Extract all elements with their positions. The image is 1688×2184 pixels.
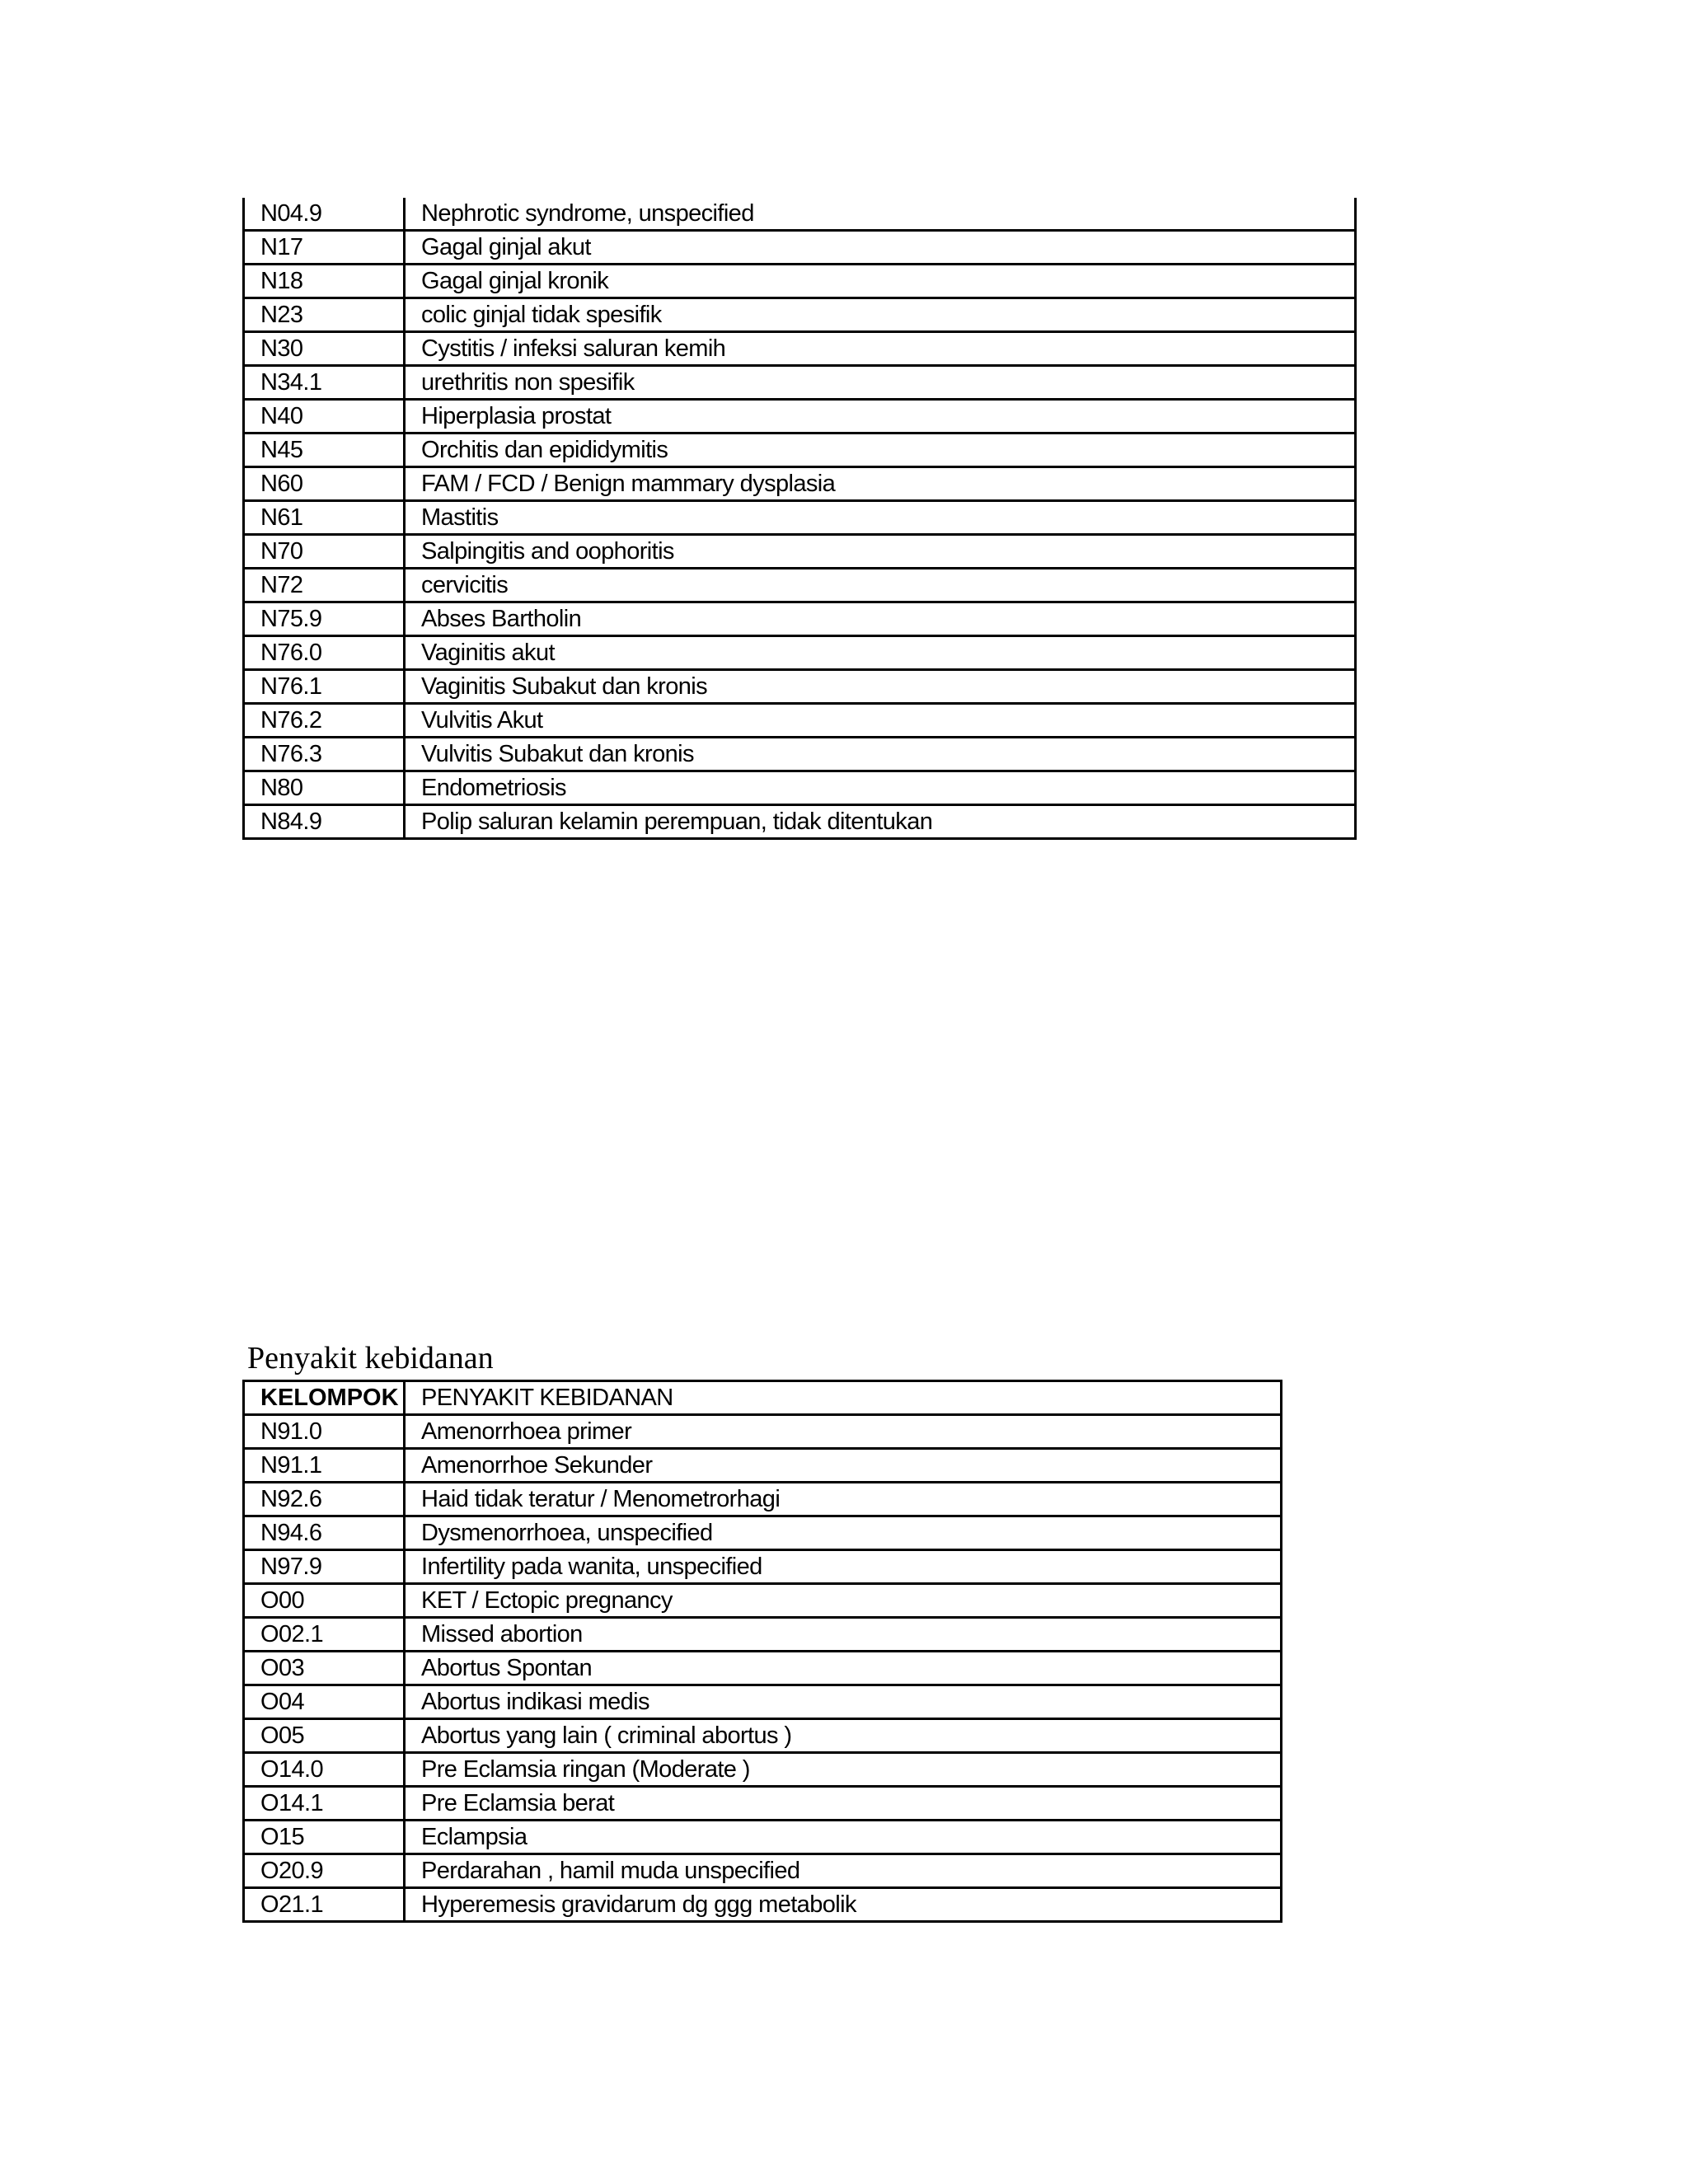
- diagnosis-code: N91.1: [244, 1449, 405, 1483]
- diagnosis-name: cervicitis: [405, 569, 1356, 602]
- table-row: [244, 1618, 1282, 1652]
- diagnosis-code: N97.9: [244, 1550, 405, 1584]
- diagnosis-name: Gagal ginjal akut: [405, 231, 1356, 265]
- diagnosis-code: O15: [244, 1821, 405, 1854]
- diagnosis-name: Hyperemesis gravidarum dg ggg metabolik: [405, 1888, 1282, 1922]
- table-row: [244, 1753, 1282, 1787]
- diagnosis-code: N80: [244, 771, 405, 805]
- diagnosis-name: Amenorrhoe Sekunder: [405, 1449, 1282, 1483]
- diagnosis-code: O14.0: [244, 1753, 405, 1787]
- diagnosis-code: N94.6: [244, 1516, 405, 1550]
- diagnosis-code: N76.0: [244, 636, 405, 670]
- diagnosis-code: N72: [244, 569, 405, 602]
- diagnosis-code: O20.9: [244, 1854, 405, 1888]
- table-row: [244, 1854, 1282, 1888]
- diagnosis-code: O21.1: [244, 1888, 405, 1922]
- diagnosis-name: KET / Ectopic pregnancy: [405, 1584, 1282, 1618]
- table-row: [244, 636, 1356, 670]
- diagnosis-code: O03: [244, 1652, 405, 1685]
- diagnosis-name: Salpingitis and oophoritis: [405, 535, 1356, 569]
- table-row: [244, 771, 1356, 805]
- table-row: [244, 1685, 1282, 1719]
- table-row: [244, 704, 1356, 738]
- diagnosis-name: Vaginitis akut: [405, 636, 1356, 670]
- table-row: [244, 434, 1356, 467]
- diagnosis-code: N61: [244, 501, 405, 535]
- diagnosis-name: Amenorrhoea primer: [405, 1415, 1282, 1449]
- diagnosis-code: O00: [244, 1584, 405, 1618]
- diagnosis-name: Vaginitis Subakut dan kronis: [405, 670, 1356, 704]
- diagnosis-name: Gagal ginjal kronik: [405, 265, 1356, 298]
- diagnosis-name: FAM / FCD / Benign mammary dysplasia: [405, 467, 1356, 501]
- table-row: [244, 602, 1356, 636]
- table-row: [244, 298, 1356, 332]
- table-row: [244, 1516, 1282, 1550]
- diagnosis-code: O02.1: [244, 1618, 405, 1652]
- obstetric-disease-table: [242, 1380, 1282, 1923]
- diagnosis-code: N92.6: [244, 1483, 405, 1516]
- column-header-penyakit: PENYAKIT KEBIDANAN: [405, 1381, 1282, 1415]
- table-row: [244, 1652, 1282, 1685]
- diagnosis-name: Missed abortion: [405, 1618, 1282, 1652]
- diagnosis-name: Vulvitis Akut: [405, 704, 1356, 738]
- diagnosis-name: Endometriosis: [405, 771, 1356, 805]
- diagnosis-code: N34.1: [244, 366, 405, 400]
- diagnosis-code: N04.9: [244, 198, 405, 231]
- table-row: [244, 198, 1356, 231]
- table-row: [244, 501, 1356, 535]
- diagnosis-name: Pre Eclamsia ringan (Moderate ): [405, 1753, 1282, 1787]
- diagnosis-code: N30: [244, 332, 405, 366]
- diagnosis-code: N76.1: [244, 670, 405, 704]
- diagnosis-name: Perdarahan , hamil muda unspecified: [405, 1854, 1282, 1888]
- table-row: [244, 400, 1356, 434]
- diagnosis-code: N17: [244, 231, 405, 265]
- table-row: [244, 231, 1356, 265]
- table-row: [244, 1888, 1282, 1922]
- diagnosis-name: Abses Bartholin: [405, 602, 1356, 636]
- diagnosis-code: O14.1: [244, 1787, 405, 1821]
- table-row: [244, 670, 1356, 704]
- table-row: [244, 265, 1356, 298]
- diagnosis-table-continued: [242, 198, 1357, 840]
- table-row: [244, 332, 1356, 366]
- table-row: [244, 569, 1356, 602]
- table-row: [244, 1821, 1282, 1854]
- diagnosis-code: N23: [244, 298, 405, 332]
- diagnosis-name: urethritis non spesifik: [405, 366, 1356, 400]
- diagnosis-name: Cystitis / infeksi saluran kemih: [405, 332, 1356, 366]
- diagnosis-code: N76.2: [244, 704, 405, 738]
- table-row: [244, 1787, 1282, 1821]
- diagnosis-name: Pre Eclamsia berat: [405, 1787, 1282, 1821]
- section-title: Penyakit kebidanan: [247, 1341, 494, 1376]
- table-row: [244, 738, 1356, 771]
- diagnosis-name: colic ginjal tidak spesifik: [405, 298, 1356, 332]
- diagnosis-name: Polip saluran kelamin perempuan, tidak ditentukan: [405, 805, 1356, 839]
- diagnosis-code: N18: [244, 265, 405, 298]
- table-row: [244, 1550, 1282, 1584]
- table-header-row: [244, 1381, 1282, 1415]
- diagnosis-name: Vulvitis Subakut dan kronis: [405, 738, 1356, 771]
- diagnosis-code: N45: [244, 434, 405, 467]
- column-header-kelompok: KELOMPOK: [244, 1381, 405, 1415]
- diagnosis-code: N75.9: [244, 602, 405, 636]
- diagnosis-name: Abortus indikasi medis: [405, 1685, 1282, 1719]
- diagnosis-name: Eclampsia: [405, 1821, 1282, 1854]
- table-row: [244, 1483, 1282, 1516]
- diagnosis-code: N60: [244, 467, 405, 501]
- table-row: [244, 1719, 1282, 1753]
- diagnosis-name: Infertility pada wanita, unspecified: [405, 1550, 1282, 1584]
- diagnosis-name: Abortus yang lain ( criminal abortus ): [405, 1719, 1282, 1753]
- diagnosis-name: Nephrotic syndrome, unspecified: [405, 198, 1356, 231]
- diagnosis-code: N40: [244, 400, 405, 434]
- table-row: [244, 535, 1356, 569]
- table-row: [244, 805, 1356, 839]
- diagnosis-name: Mastitis: [405, 501, 1356, 535]
- table-row: [244, 1449, 1282, 1483]
- diagnosis-name: Abortus Spontan: [405, 1652, 1282, 1685]
- diagnosis-code: O05: [244, 1719, 405, 1753]
- diagnosis-code: O04: [244, 1685, 405, 1719]
- diagnosis-name: Hiperplasia prostat: [405, 400, 1356, 434]
- diagnosis-code: N84.9: [244, 805, 405, 839]
- table-row: [244, 366, 1356, 400]
- diagnosis-code: N91.0: [244, 1415, 405, 1449]
- diagnosis-code: N70: [244, 535, 405, 569]
- diagnosis-code: N76.3: [244, 738, 405, 771]
- table-row: [244, 1415, 1282, 1449]
- table-row: [244, 1584, 1282, 1618]
- diagnosis-name: Orchitis dan epididymitis: [405, 434, 1356, 467]
- diagnosis-name: Haid tidak teratur / Menometrorhagi: [405, 1483, 1282, 1516]
- table-row: [244, 467, 1356, 501]
- diagnosis-name: Dysmenorrhoea, unspecified: [405, 1516, 1282, 1550]
